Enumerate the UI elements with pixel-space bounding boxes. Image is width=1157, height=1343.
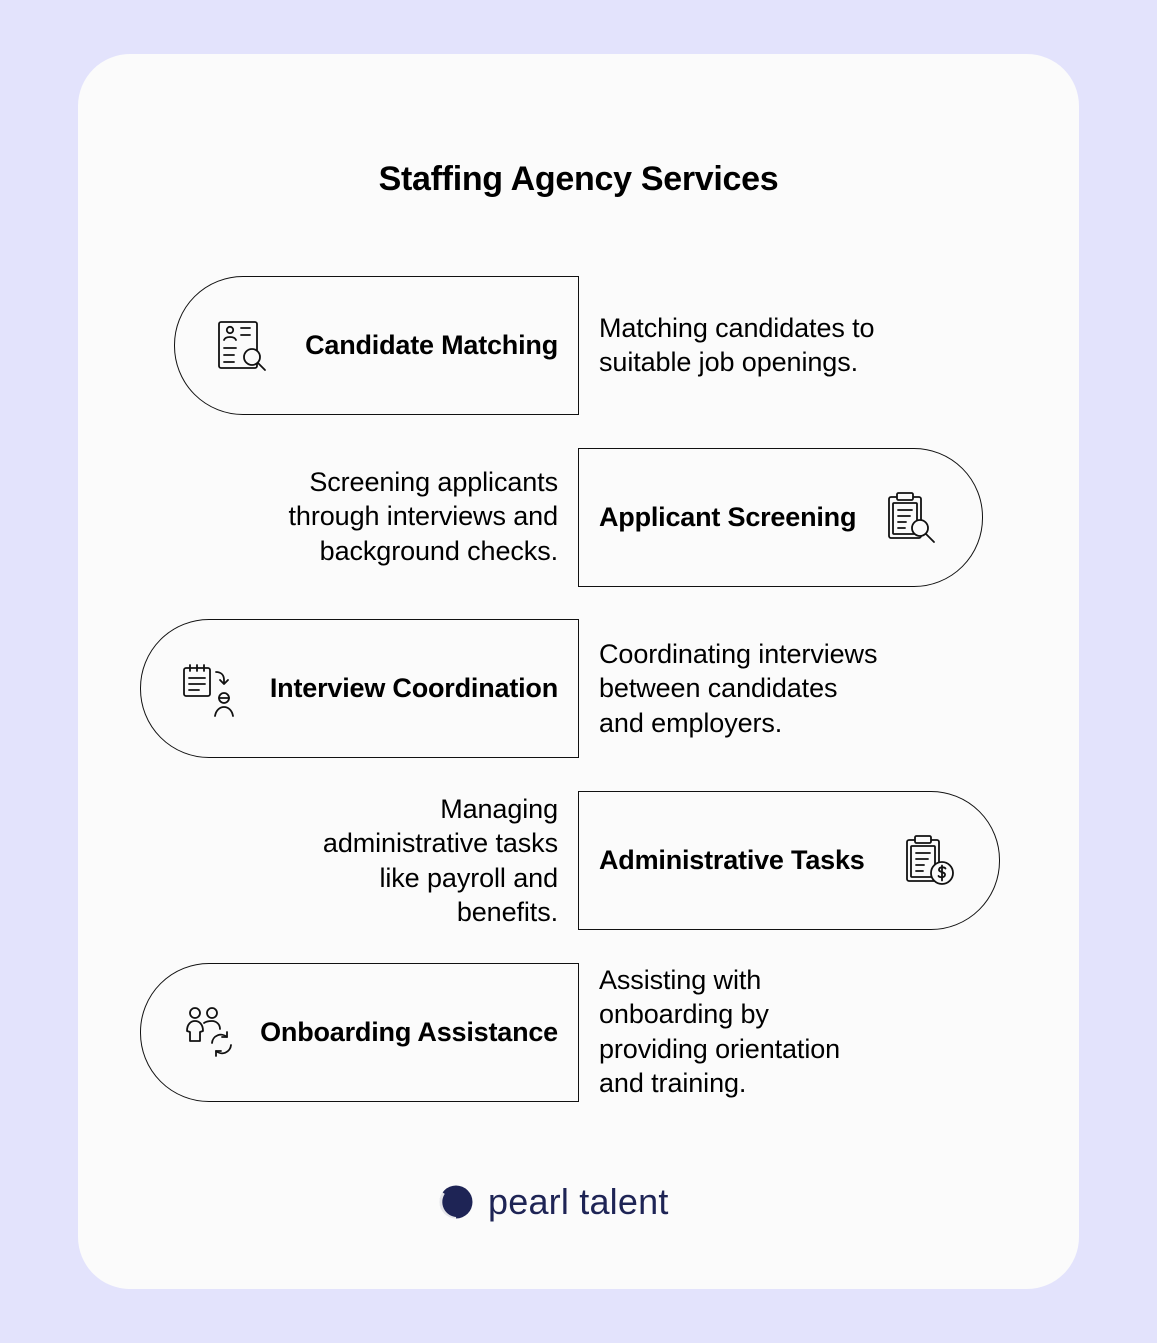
service-label: Candidate Matching <box>305 330 558 360</box>
service-description: Assisting with onboarding by providing orientation and training. <box>599 965 841 1098</box>
clipboard-dollar-icon <box>902 833 958 889</box>
service-label: Applicant Screening <box>599 502 857 532</box>
people-cycle-icon <box>182 1005 238 1061</box>
page-title: Staffing Agency Services <box>378 160 779 198</box>
service-label: Administrative Tasks <box>599 845 865 875</box>
pearl-icon <box>438 1184 474 1220</box>
service-label: Interview Coordination <box>269 673 558 703</box>
clipboard-search-icon <box>884 490 940 546</box>
brand-logo <box>438 1181 669 1223</box>
service-label: Onboarding Assistance <box>260 1017 558 1047</box>
service-description: Screening applicants through interviews and background checks. <box>288 467 558 566</box>
service-description: Coordinating interviews between candidates and employers. <box>599 639 878 738</box>
calendar-person-icon <box>181 662 237 718</box>
service-description: Managing administrative tasks like payroll and benefits. <box>322 794 558 927</box>
candidate-search-icon <box>214 318 270 374</box>
service-description: Matching candidates to suitable job openings. <box>599 313 875 378</box>
brand-name: pearl talent <box>488 1181 669 1222</box>
